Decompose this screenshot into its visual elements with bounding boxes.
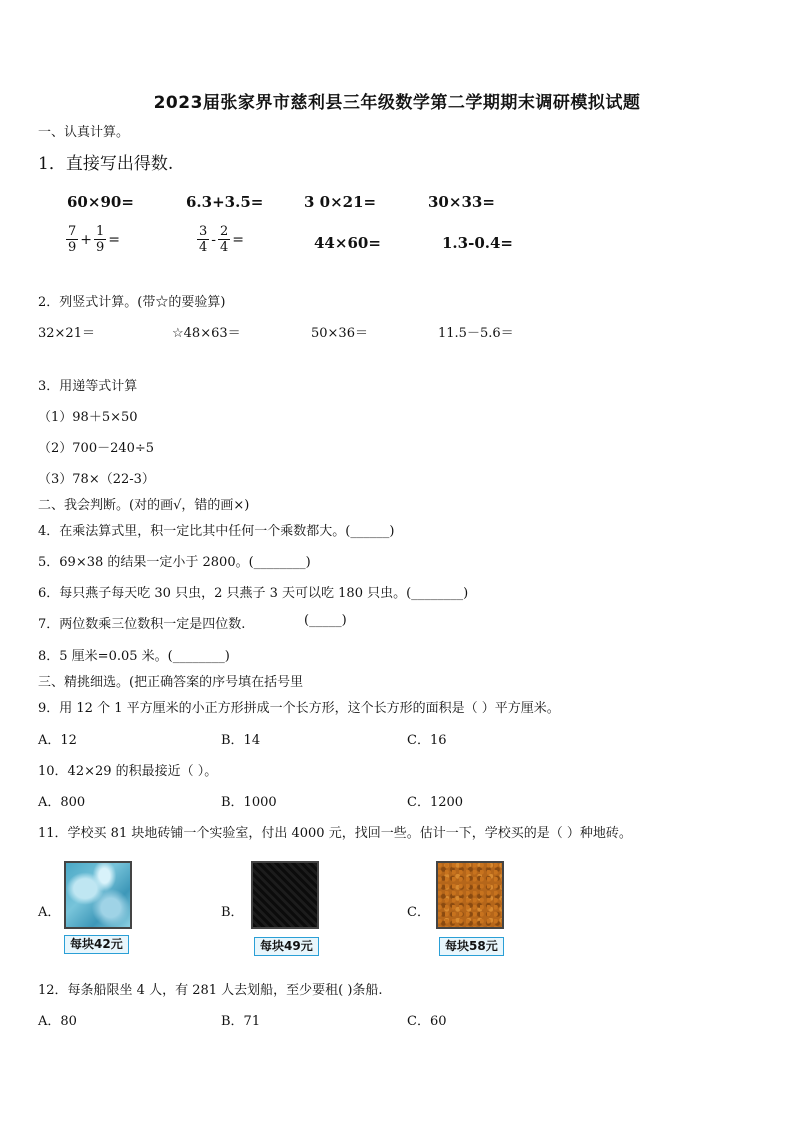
q3-item-2: （2）700－240÷5 xyxy=(38,441,155,456)
q9-option-b: B．14 xyxy=(221,733,261,748)
q11-price-a: 每块42元 xyxy=(64,935,129,954)
q1-item-3: 3 0×21= xyxy=(304,193,377,211)
q1-item-8: 1.3-0.4= xyxy=(442,234,513,252)
question-2-label: 2．列竖式计算。(带☆的要验算) xyxy=(38,295,226,310)
q3-item-1: （1）98＋5×50 xyxy=(38,410,138,425)
question-8: 8．5 厘米=0.05 米。(________) xyxy=(38,649,230,664)
floor-tile-blue-image xyxy=(64,861,132,929)
page-title: 2023届张家界市慈利县三年级数学第二学期期末调研模拟试题 xyxy=(153,93,641,113)
question-9: 9．用 12 个 1 平方厘米的小正方形拼成一个长方形，这个长方形的面积是（ ）平方厘米。 xyxy=(38,701,560,716)
fraction: $\frac{3}{4}$ xyxy=(199,224,208,255)
q3-item-3: （3）78×（22-3） xyxy=(38,472,155,487)
question-3-label: 3．用递等式计算 xyxy=(38,379,138,394)
q11-price-b: 每块49元 xyxy=(254,937,319,956)
fraction: $\frac{7}{9}$ xyxy=(68,224,77,255)
q2-item-2: ☆48×63＝ xyxy=(172,326,241,341)
question-4: 4．在乘法算式里，积一定比其中任何一个乘数都大。(______) xyxy=(38,524,395,539)
floor-tile-orange-image xyxy=(436,861,504,929)
q2-item-3: 50×36＝ xyxy=(311,326,368,341)
q9-option-c: C．16 xyxy=(407,733,447,748)
q1-item-2: 6.3+3.5= xyxy=(186,193,264,211)
q11-option-c: C． xyxy=(407,905,430,920)
question-7-blank: (_____) xyxy=(304,613,347,628)
question-10: 10．42×29 的积最接近（ ）。 xyxy=(38,764,218,779)
q12-option-c: C．60 xyxy=(407,1014,447,1029)
q1-item-7: 44×60= xyxy=(314,234,381,252)
question-11: 11．学校买 81 块地砖铺一个实验室，付出 4000 元，找回一些。估计一下，学校买的是（ ）种地砖。 xyxy=(38,826,632,841)
section-1-heading: 一、认真计算。 xyxy=(38,125,130,140)
q1-item-1: 60×90= xyxy=(67,193,134,211)
q2-item-1: 32×21＝ xyxy=(38,326,95,341)
q1-item-4: 30×33= xyxy=(428,193,495,211)
section-3-heading: 三、精挑细选。(把正确答案的序号填在括号里 xyxy=(38,675,304,690)
q11-price-c: 每块58元 xyxy=(439,937,504,956)
q2-item-4: 11.5－5.6＝ xyxy=(438,326,514,341)
question-5: 5．69×38 的结果一定小于 2800。(________) xyxy=(38,555,311,570)
q9-option-a: A．12 xyxy=(38,733,77,748)
fraction: $\frac{2}{4}$ xyxy=(220,224,229,255)
section-2-heading: 二、我会判断。(对的画√，错的画×) xyxy=(38,498,250,513)
q10-option-b: B．1000 xyxy=(221,795,277,810)
question-6: 6．每只燕子每天吃 30 只虫，2 只燕子 3 天可以吃 180 只虫。(________) xyxy=(38,586,469,601)
q12-option-a: A．80 xyxy=(38,1014,77,1029)
floor-tile-gray-image xyxy=(251,861,319,929)
question-12: 12．每条船限坐 4 人，有 281 人去划船，至少要租( )条船. xyxy=(38,983,383,998)
q10-option-c: C．1200 xyxy=(407,795,464,810)
q1-fraction-expr-2: $\frac{3}{4}$ - $\frac{2}{4}$ = xyxy=(199,224,245,255)
q11-option-b: B． xyxy=(221,905,244,920)
fraction: $\frac{1}{9}$ xyxy=(96,224,105,255)
q12-option-b: B．71 xyxy=(221,1014,261,1029)
question-1-label: 1．直接写出得数. xyxy=(38,154,174,174)
q10-option-a: A．800 xyxy=(38,795,86,810)
question-7: 7．两位数乘三位数积一定是四位数. xyxy=(38,617,246,632)
q1-fraction-expr-1: $\frac{7}{9}$ + $\frac{1}{9}$ = xyxy=(68,224,121,255)
q11-option-a: A． xyxy=(38,905,61,920)
